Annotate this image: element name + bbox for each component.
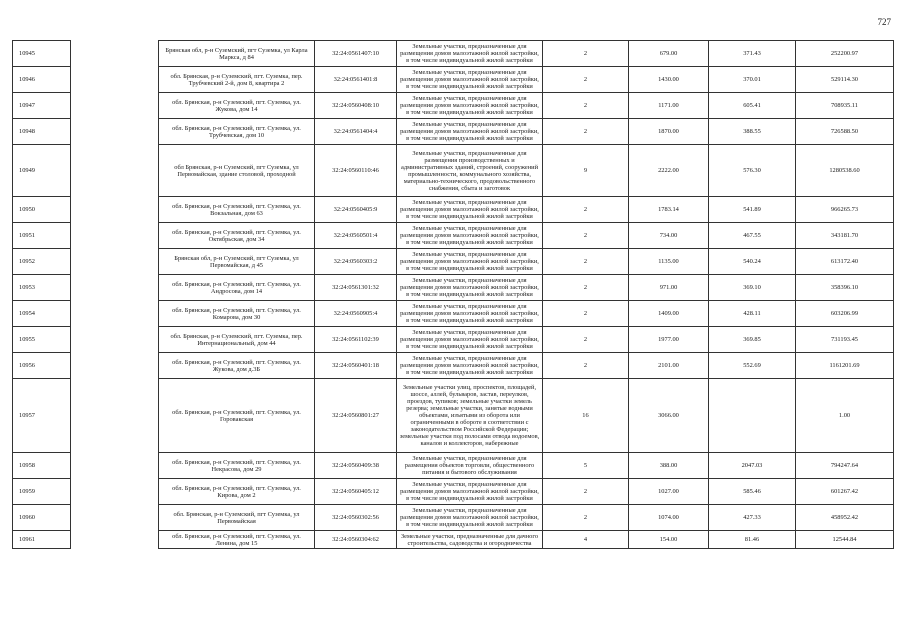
address-cell: обл. Брянская, р-н Суземский, пгт. Суземка, ул. Некрасова, дом 29 (159, 453, 315, 479)
row-number: 10947 (13, 93, 71, 119)
group-cell: 2 (543, 93, 629, 119)
specific-value-cell: 369.85 (709, 327, 796, 353)
specific-value-cell: 388.55 (709, 119, 796, 145)
address-cell: обл. Брянская, р-н Суземский, пгт. Суземка, ул. Кирова, дом 2 (159, 479, 315, 505)
cadastral-number-cell: 32:24:0560303:2 (315, 249, 397, 275)
address-cell: обл. Брянская, р-н Суземский, пгт. Суземка, ул. Горовакская (159, 379, 315, 453)
area-cell: 3066.00 (629, 379, 709, 453)
cadastral-value-cell: 603206.99 (796, 301, 894, 327)
address-cell: обл. Брянская, р-н Суземский, пгт. Суземка, ул. Вокзальная, дом 63 (159, 197, 315, 223)
address-cell: Брянская обл, р-н Суземский, пгт Суземка, ул Первомайская, д 45 (159, 249, 315, 275)
specific-value-cell: 427.33 (709, 505, 796, 531)
address-cell: обл. Брянская, р-н Суземский, пгт. Суземка, ул. Жукова, дом д.3Б (159, 353, 315, 379)
spacer-cell (71, 145, 159, 197)
cadastral-value-cell: 966265.73 (796, 197, 894, 223)
address-cell: обл Брянская, р-н Суземский, пгт Суземка, ул Первомайская, здание столовой, проходной (159, 145, 315, 197)
table-row (13, 353, 894, 379)
group-cell: 4 (543, 531, 629, 549)
land-use-cell: Земельные участки, предназначенные для размещения объектов торговли, общественного питания и бытового обслуживания (397, 453, 543, 479)
specific-value-cell: 585.46 (709, 479, 796, 505)
spacer-cell (71, 301, 159, 327)
row-number: 10949 (13, 145, 71, 197)
group-cell: 9 (543, 145, 629, 197)
group-cell: 2 (543, 353, 629, 379)
cadastral-number-cell: 32:24:0561401:8 (315, 67, 397, 93)
land-use-cell: Земельные участки, предназначенные для размещения домов малоэтажной жилой застройки, в том числе индивидуальной жилой застройки (397, 93, 543, 119)
area-cell: 1977.00 (629, 327, 709, 353)
specific-value-cell: 371.43 (709, 41, 796, 67)
row-number: 10958 (13, 453, 71, 479)
land-use-cell: Земельные участки, предназначенные для размещения домов малоэтажной жилой застройки, в том числе индивидуальной жилой застройки (397, 67, 543, 93)
land-use-cell: Земельные участки, предназначенные для размещения домов малоэтажной жилой застройки, в том числе индивидуальной жилой застройки (397, 327, 543, 353)
cadastral-number-cell: 32:24:0560110:46 (315, 145, 397, 197)
spacer-cell (71, 93, 159, 119)
spacer-cell (71, 379, 159, 453)
spacer-cell (71, 41, 159, 67)
spacer-cell (71, 119, 159, 145)
area-cell: 1430.00 (629, 67, 709, 93)
land-use-cell: Земельные участки, предназначенные для размещения домов малоэтажной жилой застройки, в том числе индивидуальной жилой застройки (397, 197, 543, 223)
row-number: 10950 (13, 197, 71, 223)
table-row (13, 249, 894, 275)
page-number: 727 (877, 17, 891, 27)
cadastral-number-cell: 32:24:0560801:27 (315, 379, 397, 453)
cadastral-number-cell: 32:24:0560302:56 (315, 505, 397, 531)
area-cell: 1783.14 (629, 197, 709, 223)
specific-value-cell: 605.41 (709, 93, 796, 119)
spacer-cell (71, 249, 159, 275)
specific-value-cell: 541.89 (709, 197, 796, 223)
land-use-cell: Земельные участки, предназначенные для дачного строительства, садоводства и огородничества (397, 531, 543, 549)
area-cell: 679.00 (629, 41, 709, 67)
cadastral-number-cell: 32:24:0561301:32 (315, 275, 397, 301)
cadastral-value-cell: 458952.42 (796, 505, 894, 531)
table-row (13, 301, 894, 327)
group-cell: 2 (543, 327, 629, 353)
row-number: 10948 (13, 119, 71, 145)
address-cell: обл. Брянская, р-н Суземский, пгт. Суземка, ул. Жукова, дом 14 (159, 93, 315, 119)
address-cell: обл. Брянская, р-н Суземский, пгт. Суземка, пер. Трубчевский 2-й, дом 8, квартира 2 (159, 67, 315, 93)
cadastral-number-cell: 32:24:0561404:4 (315, 119, 397, 145)
table-row (13, 223, 894, 249)
spacer-cell (71, 453, 159, 479)
table-row (13, 479, 894, 505)
cadastral-number-cell: 32:24:0560405:9 (315, 197, 397, 223)
row-number: 10956 (13, 353, 71, 379)
spacer-cell (71, 67, 159, 93)
table-row (13, 327, 894, 353)
address-cell: обл. Брянская, р-н Суземский, пгт. Суземка, ул. Ленина, дом 15 (159, 531, 315, 549)
land-use-cell: Земельные участки, предназначенные для размещения домов малоэтажной жилой застройки, в том числе индивидуальной жилой застройки (397, 41, 543, 67)
cadastral-number-cell: 32:24:0560304:62 (315, 531, 397, 549)
table-row (13, 119, 894, 145)
group-cell: 2 (543, 197, 629, 223)
area-cell: 1870.00 (629, 119, 709, 145)
cadastral-value-cell: 726588.50 (796, 119, 894, 145)
spacer-cell (71, 223, 159, 249)
specific-value-cell: 540.24 (709, 249, 796, 275)
row-number: 10945 (13, 41, 71, 67)
cadastral-number-cell: 32:24:0561102:39 (315, 327, 397, 353)
cadastral-value-cell: 343181.70 (796, 223, 894, 249)
cadastral-value-cell: 1161201.69 (796, 353, 894, 379)
land-use-cell: Земельные участки улиц, проспектов, площадей, шоссе, аллей, бульваров, застав, переулков, проездов, тупиков; земельные участки земель резерва; земельные участки, занятые водными объектами, изъятыми из оборота или ограниченными в обороте в соответствии с законодательством Российской Федерации; земельные участки под полосами отвода водоемов, каналов и коллекторов, набережные (397, 379, 543, 453)
table-row (13, 41, 894, 67)
spacer-cell (71, 353, 159, 379)
row-number: 10951 (13, 223, 71, 249)
specific-value-cell: 552.69 (709, 353, 796, 379)
row-number: 10961 (13, 531, 71, 549)
row-number: 10955 (13, 327, 71, 353)
row-number: 10954 (13, 301, 71, 327)
cadastral-value-cell: 731193.45 (796, 327, 894, 353)
cadastral-value-cell: 794247.64 (796, 453, 894, 479)
spacer-cell (71, 479, 159, 505)
group-cell: 2 (543, 249, 629, 275)
cadastral-number-cell: 32:24:0560408:10 (315, 93, 397, 119)
specific-value-cell: 81.46 (709, 531, 796, 549)
cadastral-number-cell: 32:24:0561407:10 (315, 41, 397, 67)
table-row (13, 93, 894, 119)
spacer-cell (71, 327, 159, 353)
address-cell: обл. Брянская, р-н Суземский, пгт Суземка, ул Первомайская (159, 505, 315, 531)
cadastral-value-cell: 1.00 (796, 379, 894, 453)
spacer-cell (71, 531, 159, 549)
table-row (13, 275, 894, 301)
group-cell: 2 (543, 67, 629, 93)
table-row (13, 379, 894, 453)
group-cell: 16 (543, 379, 629, 453)
cadastral-value-cell: 708935.11 (796, 93, 894, 119)
area-cell: 154.00 (629, 531, 709, 549)
land-use-cell: Земельные участки, предназначенные для размещения домов малоэтажной жилой застройки, в том числе индивидуальной жилой застройки (397, 301, 543, 327)
land-use-cell: Земельные участки, предназначенные для размещения домов малоэтажной жилой застройки, в том числе индивидуальной жилой застройки (397, 249, 543, 275)
specific-value-cell: 428.11 (709, 301, 796, 327)
cadastral-number-cell: 32:24:0560501:4 (315, 223, 397, 249)
area-cell: 2222.00 (629, 145, 709, 197)
area-cell: 1409.00 (629, 301, 709, 327)
cadastral-value-cell: 252200.97 (796, 41, 894, 67)
cadastral-value-cell: 529114.30 (796, 67, 894, 93)
group-cell: 5 (543, 453, 629, 479)
area-cell: 1074.00 (629, 505, 709, 531)
specific-value-cell: 576.30 (709, 145, 796, 197)
row-number: 10957 (13, 379, 71, 453)
row-number: 10946 (13, 67, 71, 93)
cadastral-number-cell: 32:24:0560409:38 (315, 453, 397, 479)
row-number: 10952 (13, 249, 71, 275)
group-cell: 2 (543, 479, 629, 505)
cadastral-value-cell: 1280538.60 (796, 145, 894, 197)
table-row (13, 531, 894, 549)
group-cell: 2 (543, 301, 629, 327)
specific-value-cell (709, 379, 796, 453)
land-use-cell: Земельные участки, предназначенные для размещения домов малоэтажной жилой застройки, в том числе индивидуальной жилой застройки (397, 119, 543, 145)
area-cell: 971.00 (629, 275, 709, 301)
group-cell: 2 (543, 505, 629, 531)
address-cell: обл. Брянская, р-н Суземский, пгт. Суземка, ул. Комарова, дом 30 (159, 301, 315, 327)
group-cell: 2 (543, 41, 629, 67)
row-number: 10959 (13, 479, 71, 505)
group-cell: 2 (543, 275, 629, 301)
area-cell: 734.00 (629, 223, 709, 249)
cadastral-number-cell: 32:24:0560405:12 (315, 479, 397, 505)
specific-value-cell: 2047.03 (709, 453, 796, 479)
spacer-cell (71, 197, 159, 223)
cadastral-value-cell: 12544.84 (796, 531, 894, 549)
area-cell: 388.00 (629, 453, 709, 479)
address-cell: обл. Брянская, р-н Суземский, пгт. Суземка, ул. Октябрьская, дом 34 (159, 223, 315, 249)
land-use-cell: Земельные участки, предназначенные для размещения домов малоэтажной жилой застройки, в том числе индивидуальной жилой застройки (397, 479, 543, 505)
group-cell: 2 (543, 223, 629, 249)
table-row (13, 453, 894, 479)
cadastral-value-table (12, 40, 894, 549)
address-cell: обл. Брянская, р-н Суземский, пгт. Суземка, ул. Андросова, дом 14 (159, 275, 315, 301)
cadastral-number-cell: 32:24:0560905:4 (315, 301, 397, 327)
spacer-cell (71, 275, 159, 301)
table-row (13, 145, 894, 197)
group-cell: 2 (543, 119, 629, 145)
table-row (13, 67, 894, 93)
address-cell: Брянская обл, р-н Суземский, пгт Суземка, ул Карла Маркса, д 84 (159, 41, 315, 67)
table-row (13, 505, 894, 531)
area-cell: 1135.00 (629, 249, 709, 275)
land-use-cell: Земельные участки, предназначенные для размещения домов малоэтажной жилой застройки, в том числе индивидуальной жилой застройки (397, 223, 543, 249)
row-number: 10953 (13, 275, 71, 301)
land-use-cell: Земельные участки, предназначенные для размещения домов малоэтажной жилой застройки, в том числе индивидуальной жилой застройки (397, 353, 543, 379)
cadastral-value-cell: 601267.42 (796, 479, 894, 505)
cadastral-number-cell: 32:24:0560401:18 (315, 353, 397, 379)
specific-value-cell: 370.01 (709, 67, 796, 93)
address-cell: обл. Брянская, р-н Суземский, пгт. Суземка, пер. Интернациональный, дом 44 (159, 327, 315, 353)
cadastral-value-cell: 613172.40 (796, 249, 894, 275)
land-use-cell: Земельные участки, предназначенные для размещения домов малоэтажной жилой застройки, в том числе индивидуальной жилой застройки (397, 275, 543, 301)
area-cell: 2101.00 (629, 353, 709, 379)
area-cell: 1027.00 (629, 479, 709, 505)
table-row (13, 197, 894, 223)
address-cell: обл. Брянская, р-н Суземский, пгт. Суземка, ул. Трубчевская, дом 10 (159, 119, 315, 145)
spacer-cell (71, 505, 159, 531)
row-number: 10960 (13, 505, 71, 531)
land-use-cell: Земельные участки, предназначенные для размещения домов малоэтажной жилой застройки, в том числе индивидуальной жилой застройки (397, 505, 543, 531)
specific-value-cell: 369.10 (709, 275, 796, 301)
land-use-cell: Земельные участки, предназначенные для размещения производственных и административных зданий, строений, сооружений промышленности, коммунального хозяйства, материально-технического, продовольственного снабжения, сбыта и заготовок (397, 145, 543, 197)
area-cell: 1171.00 (629, 93, 709, 119)
cadastral-value-cell: 358396.10 (796, 275, 894, 301)
specific-value-cell: 467.55 (709, 223, 796, 249)
